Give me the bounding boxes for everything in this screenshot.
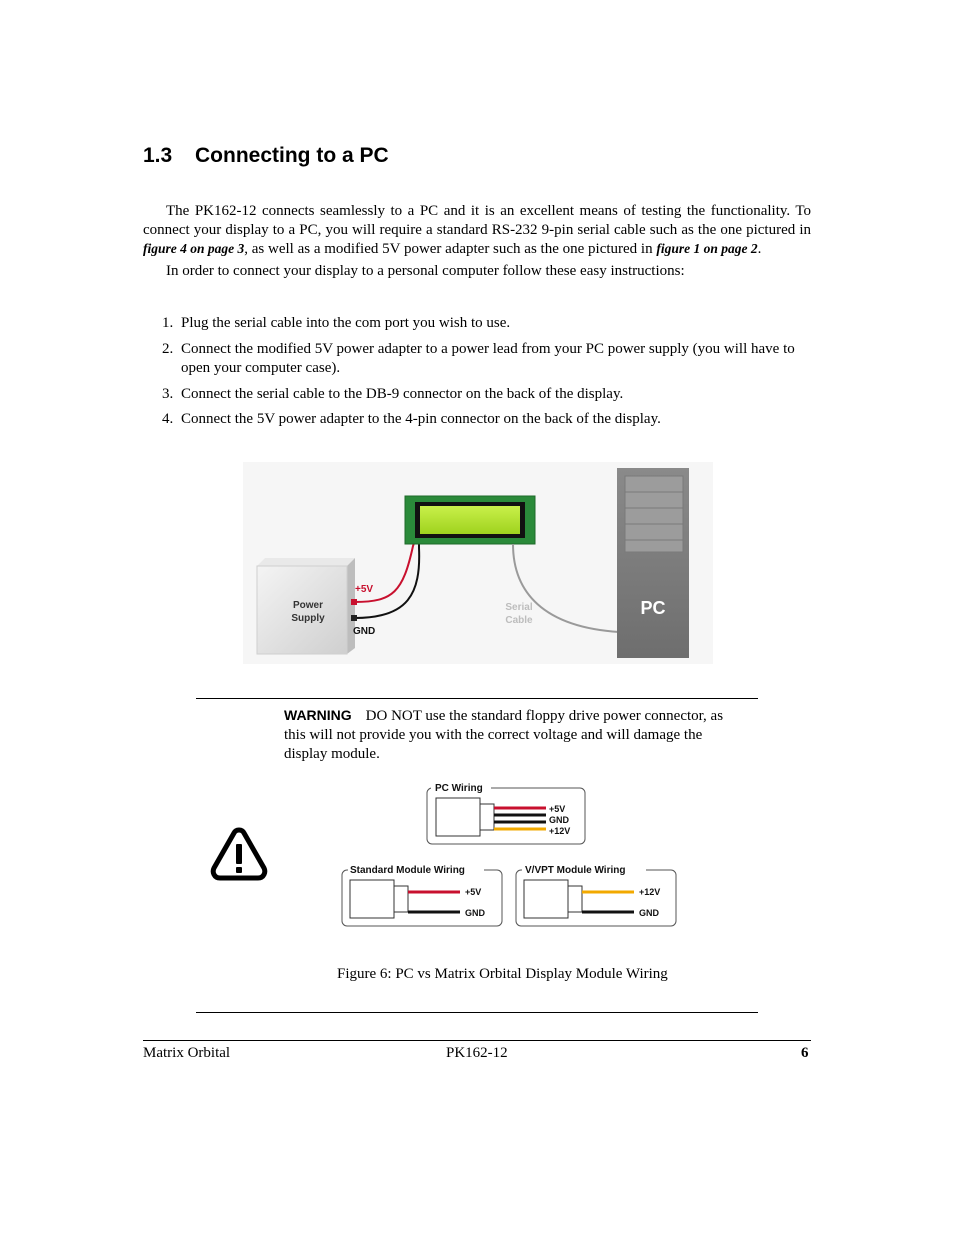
pc-wiring-title: PC Wiring — [435, 783, 483, 794]
power-supply-label-2: Supply — [291, 613, 325, 624]
footer-rule — [143, 1040, 811, 1041]
step-number: 1. — [162, 315, 174, 331]
warning-text: DO NOT use the standard floppy drive power connector, as this will not provide you with the correct voltage and will damage the display module. — [284, 708, 724, 762]
section-title: Connecting to a PC — [195, 144, 389, 167]
step-number: 2. — [162, 341, 174, 357]
connection-diagram — [243, 462, 713, 664]
warning-bottom-rule — [196, 1012, 758, 1013]
intro-text-a: The PK162-12 connects seamlessly to a PC and it is an excellent means of testing the functionality. To connect your display to a PC, you will require a standard RS-232 9-pin serial cable such as the one pictured in — [143, 203, 811, 238]
section-number: 1.3 — [143, 144, 173, 167]
warning-top-rule — [196, 698, 758, 699]
power-supply-label-1: Power — [292, 600, 324, 611]
instructions-intro-text: In order to connect your display to a personal computer follow these easy instructions: — [166, 263, 685, 279]
instructions-intro — [143, 262, 811, 281]
figure-1-reference[interactable]: figure 1 on page 2 — [656, 240, 758, 256]
warning-label: WARNING — [284, 707, 352, 723]
gnd-terminal — [351, 615, 357, 621]
intro-text-b: , as well as a modified 5V power adapter such as the one pictured in — [244, 240, 657, 257]
power-supply-box — [257, 558, 355, 654]
pc-wire-label: +5V — [549, 804, 566, 814]
standard-wire-label: GND — [465, 908, 485, 918]
warning-text-block — [284, 706, 734, 764]
section-heading — [143, 144, 389, 168]
figure-caption: Figure 6: PC vs Matrix Orbital Display Module Wiring — [337, 966, 668, 982]
step-text: Connect the serial cable to the DB-9 connector on the back of the display. — [181, 386, 624, 402]
pc-wire-label: GND — [549, 815, 569, 825]
wiring-diagram — [340, 780, 682, 930]
page-number: 6 — [801, 1045, 809, 1061]
figure-4-reference[interactable]: figure 4 on page 3 — [143, 240, 245, 256]
vpt-wire-label: +12V — [639, 887, 661, 897]
serial-label-2: Cable — [505, 615, 533, 626]
footer-company: Matrix Orbital — [143, 1045, 231, 1061]
pc-wire-label: +12V — [549, 826, 571, 836]
vpt-wiring-title: V/VPT Module Wiring — [525, 865, 626, 876]
step-text: Connect the modified 5V power adapter to a power lead from your PC power supply (you will have to open your computer case). — [181, 341, 795, 376]
standard-module-wiring-panel — [342, 864, 502, 926]
warning-triangle-icon — [210, 826, 268, 882]
lcd-module — [405, 496, 535, 544]
step-number: 4. — [162, 411, 174, 427]
plus5v-label: +5V — [355, 584, 374, 595]
standard-wire-label: +5V — [465, 887, 482, 897]
vpt-module-wiring-panel — [516, 864, 676, 926]
step-text: Connect the 5V power adapter to the 4-pin connector on the back of the display. — [181, 411, 661, 427]
footer-model: PK162-12 — [446, 1045, 508, 1061]
step-number: 3. — [162, 386, 174, 402]
plus5v-terminal — [351, 599, 357, 605]
standard-wiring-title: Standard Module Wiring — [350, 865, 465, 876]
vpt-wire-label: GND — [639, 908, 659, 918]
serial-label-1: Serial — [505, 602, 533, 613]
intro-text-c: . — [757, 240, 762, 257]
pc-wiring-panel — [427, 782, 585, 844]
pc-label: PC — [640, 598, 666, 618]
intro-paragraph — [143, 202, 811, 258]
gnd-label: GND — [353, 626, 376, 637]
step-text: Plug the serial cable into the com port you wish to use. — [181, 315, 511, 331]
pc-tower — [617, 468, 689, 658]
